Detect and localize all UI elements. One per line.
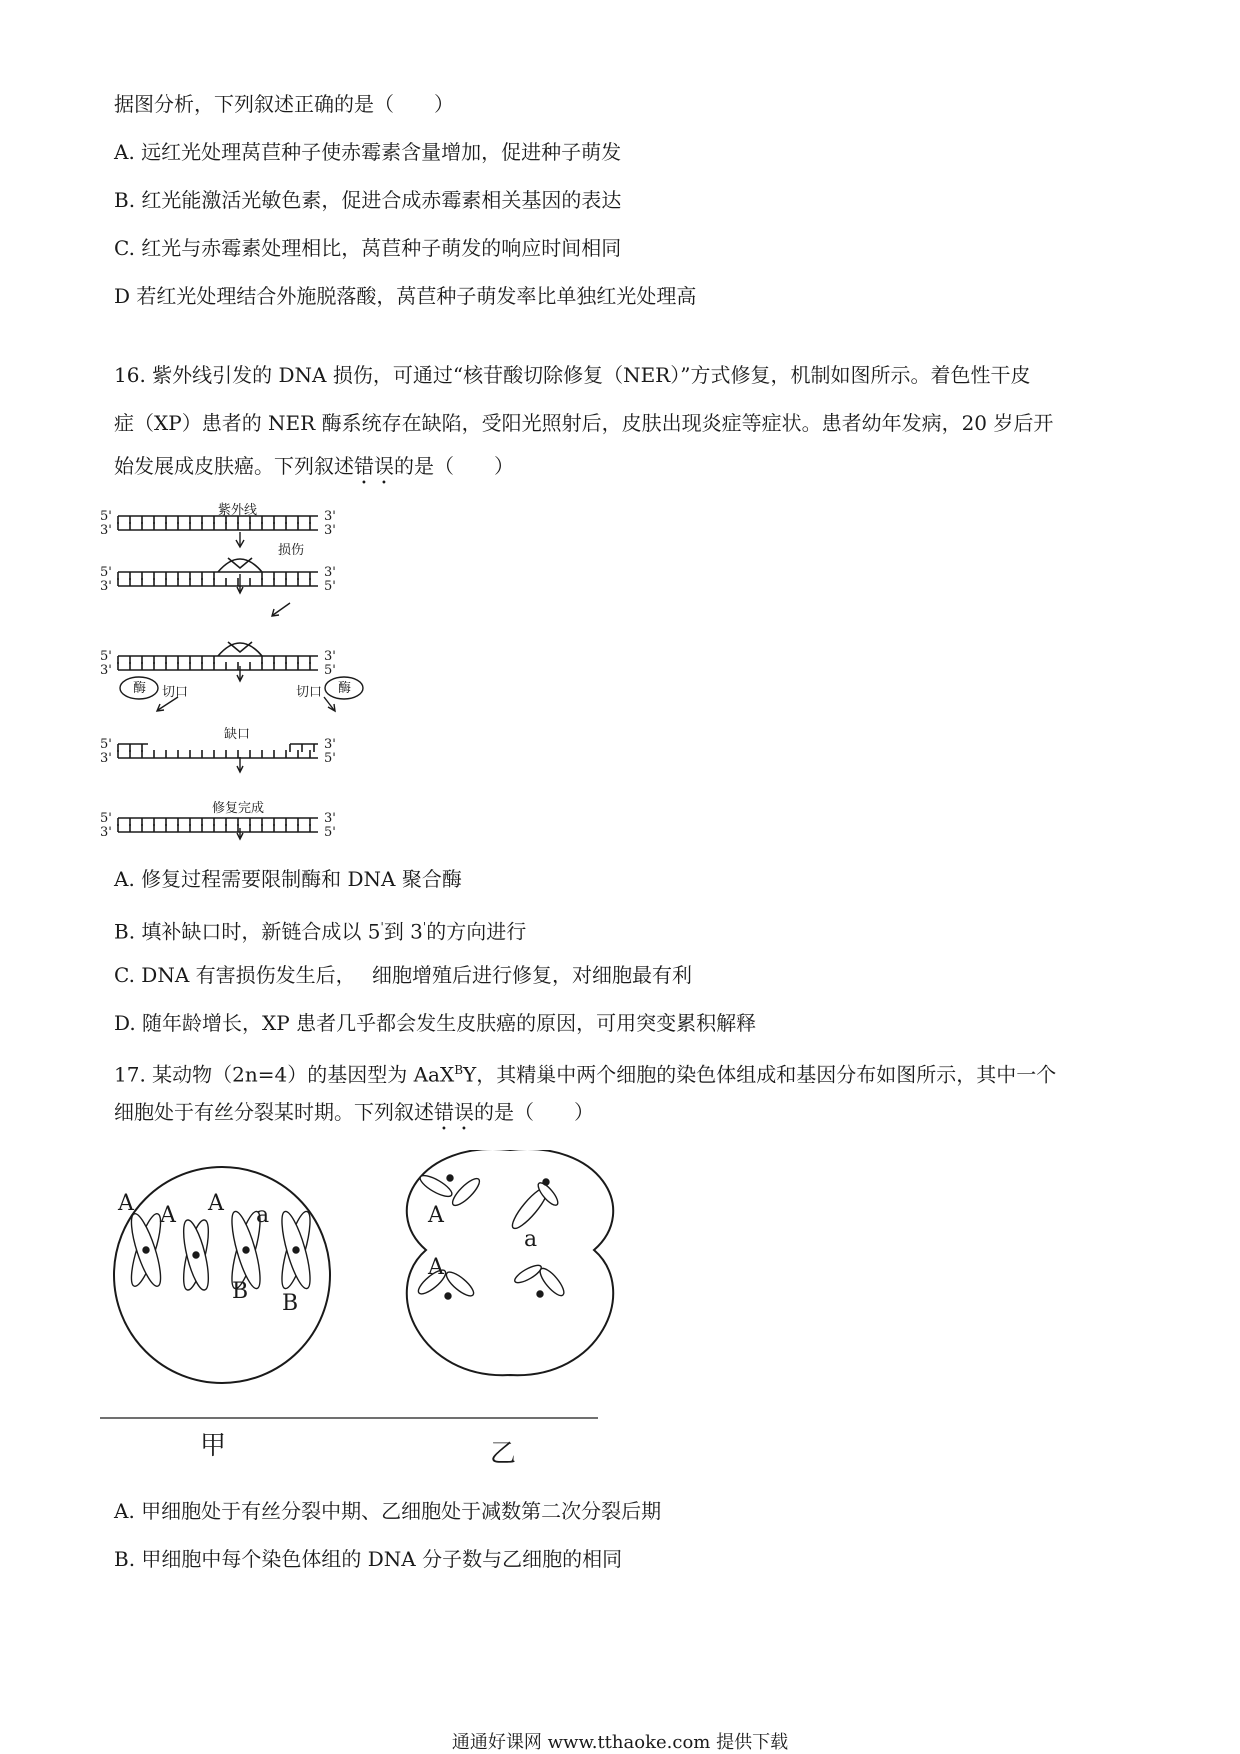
q17-emphasis: 错误: [434, 1100, 474, 1124]
cut-label: 切口: [162, 685, 189, 700]
end-label-5: 5': [324, 663, 336, 678]
q17-stem-line1: 17. 某动物（2n=4）的基因型为 AaX$^B$Y，其精巢中两个细胞的染色体组成和基因分布如图所示，其中一个: [114, 1062, 1057, 1087]
damage-bump: [218, 559, 262, 572]
end-label-5: 5': [100, 811, 112, 826]
q16-stem-line2: 症（XP）患者的 NER 酶系统存在缺陷，受阳光照射后，皮肤出现炎症等症状。患者幼年发病，20 岁后开: [114, 411, 1054, 435]
q16-stem-line3: 始发展成皮肤癌。下列叙述错误的是（ ）: [114, 454, 514, 478]
cell-yi-chromosomes: [415, 1172, 567, 1300]
q17-option-b: B. 甲细胞中每个染色体组的 DNA 分子数与乙细胞的相同: [114, 1547, 623, 1571]
q17-option-a: A. 甲细胞处于有丝分裂中期、乙细胞处于减数第二次分裂后期: [114, 1499, 662, 1523]
enzyme-label: 酶: [133, 681, 147, 696]
cell-jia-caption: 甲: [200, 1431, 227, 1461]
enzyme-label: 酶: [338, 681, 352, 696]
gene-label-A: A: [428, 1203, 444, 1228]
q15-option-a: A. 远红光处理莴苣种子使赤霉素含量增加，促进种子萌发: [114, 140, 622, 164]
end-label-3: 3': [324, 565, 336, 580]
q16-option-c: C. DNA 有害损伤发生后， 细胞增殖后进行修复，对细胞最有利: [114, 963, 692, 987]
end-label-5: 5': [100, 565, 112, 580]
cell-yi-caption: 乙: [490, 1439, 517, 1469]
q16-option-b: B. 填补缺口时，新链合成以 5'到 3'的方向进行: [114, 919, 527, 944]
gene-label-a: a: [256, 1203, 270, 1228]
cell-jia-chromosomes: [126, 1209, 316, 1292]
repair-done-label: 修复完成: [212, 801, 265, 816]
end-label-3: 3': [100, 751, 112, 766]
q15-option-c: C. 红光与赤霉素处理相比，莴苣种子萌发的响应时间相同: [114, 236, 622, 260]
q17-stem-line2: 细胞处于有丝分裂某时期。下列叙述错误的是（ ）: [114, 1100, 594, 1124]
q15-option-b: B. 红光能激活光敏色素，促进合成赤霉素相关基因的表达: [114, 188, 622, 212]
end-label-3: 3': [324, 649, 336, 664]
end-label-3: 3': [324, 737, 336, 752]
end-label-5: 5': [100, 509, 112, 524]
gene-label-A: A: [428, 1255, 444, 1280]
q15-stem: 据图分析，下列叙述正确的是（ ）: [114, 92, 454, 116]
q15-option-d: D 若红光处理结合外施脱落酸，莴苣种子萌发率比单独红光处理高: [114, 284, 697, 308]
end-label-5: 5': [100, 737, 112, 752]
chromosome-jia-2: [179, 1218, 214, 1292]
q16-option-a: A. 修复过程需要限制酶和 DNA 聚合酶: [114, 867, 462, 891]
end-label-5: 5': [324, 825, 336, 840]
ner-repair-diagram: [100, 496, 400, 842]
page-footer: 通通好课网 www.tthaoke.com 提供下载: [451, 1732, 789, 1753]
gene-label-B: B: [232, 1279, 249, 1304]
q16-option-d: D. 随年龄增长，XP 患者几乎都会发生皮肤癌的原因，可用突变累积解释: [114, 1011, 757, 1035]
end-label-5: 5': [100, 649, 112, 664]
gene-label-A: A: [160, 1203, 176, 1228]
gene-label-A: A: [208, 1191, 224, 1216]
end-label-5: 5': [324, 579, 336, 594]
cell-division-figure: [100, 1150, 680, 1470]
damage-bump: [218, 643, 262, 656]
damage-label: 损伤: [278, 543, 305, 558]
gap-label: 缺口: [224, 727, 251, 742]
gene-label-B: B: [282, 1291, 299, 1316]
q16-emphasis: 错误: [354, 454, 394, 478]
q16-stem-line1: 16. 紫外线引发的 DNA 损伤，可通过“核苷酸切除修复（NER）”方式修复，机制如图所示。着色性干皮: [114, 363, 1031, 387]
end-label-3: 3': [324, 811, 336, 826]
gene-label-A: A: [118, 1191, 134, 1216]
enzyme-circles: [120, 677, 363, 699]
end-label-3: 3': [324, 523, 336, 538]
end-label-3: 3': [100, 523, 112, 538]
chromosome-jia-4: [276, 1209, 315, 1291]
end-label-3: 3': [100, 663, 112, 678]
chromosome-yi-2: [508, 1179, 561, 1232]
end-label-3: 3': [100, 825, 112, 840]
chromosome-yi-3: [415, 1266, 477, 1299]
uv-label: 紫外线: [218, 503, 258, 518]
cut-label: 切口: [296, 685, 323, 700]
gene-label-a: a: [524, 1227, 538, 1252]
end-label-5: 5': [324, 751, 336, 766]
end-label-3: 3': [324, 509, 336, 524]
chromosome-yi-4: [513, 1262, 568, 1299]
end-label-3: 3': [100, 579, 112, 594]
